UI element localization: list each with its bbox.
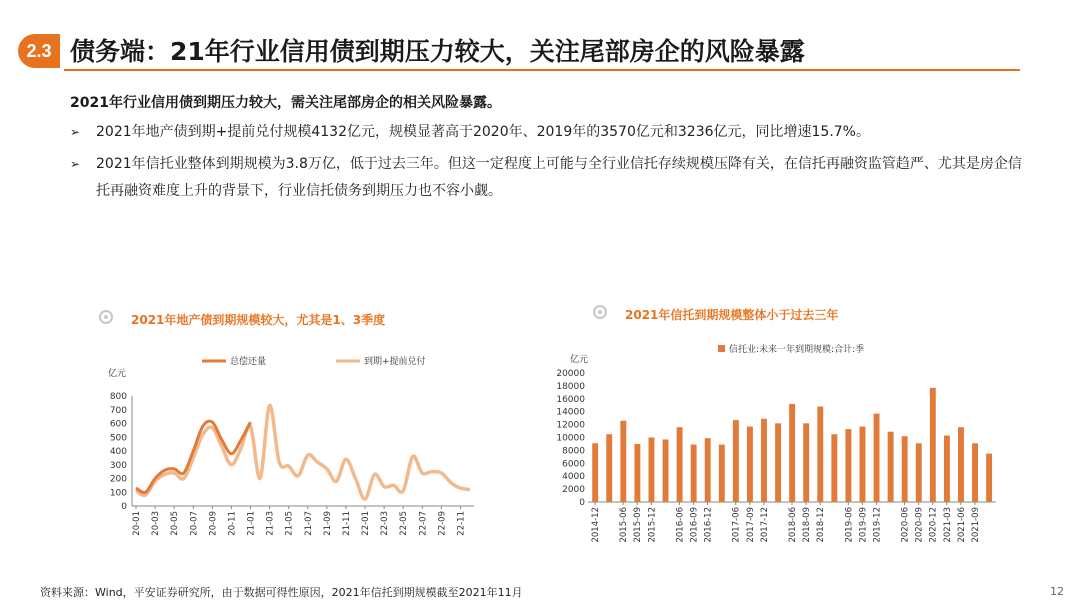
x-tick-label: 2018-09 [802,507,813,543]
bar [663,439,669,502]
y-tick-label: 300 [109,460,127,471]
bullet-text: 2021年地产债到期+提前兑付规模4132亿元，规模显著高于2020年、2019年的3570亿元和3236亿元，同比增速15.7%。 [96,124,870,140]
target-icon [99,310,113,324]
y-tick-label: 12000 [556,420,585,431]
x-tick-label: 22-05 [399,511,410,536]
x-tick-label: 2017-09 [745,507,756,543]
x-tick-label: 22-03 [380,511,391,536]
x-tick-label: 20-07 [189,511,200,536]
x-tick-label: 2016-06 [675,507,686,543]
summary-headline: 2021年行业信用债到期压力较大，需关注尾部房企的相关风险暴露。 [70,95,501,111]
bullet-text: 2021年信托业整体到期规模为3.8万亿，低于过去三年。但这一定程度上可能与全行业信托存续规模压降有关，在信托再融资监管趋严、尤其是房企信托再融资难度上升的背景下，行业信托债务到期压力也不容小觑。 [96,156,1022,199]
bar [592,443,598,502]
bar [845,429,851,502]
bar [958,427,964,502]
source-note: 资料来源：Wind，平安证券研究所，由于数据可得性原因，2021年信托到期规模截至2021年11月 [40,586,523,599]
y-tick-label: 500 [109,433,127,444]
bar [691,445,697,502]
x-tick-label: 20-05 [170,511,181,536]
y-tick-label: 2000 [562,485,585,496]
bar [803,423,809,502]
line-chart-title: 2021年地产债到期规模较大，尤其是1、3季度 [131,313,386,327]
x-tick-label: 21-11 [341,511,352,536]
bar [902,436,908,502]
bar [930,388,936,502]
y-tick-label: 100 [109,488,127,499]
x-tick-label: 2021-03 [942,507,953,543]
x-tick-label: 2021-06 [956,507,967,543]
x-tick-label: 2020-12 [928,507,939,543]
bullet-item [70,151,1028,205]
y-axis-unit: 亿元 [570,355,589,365]
y-tick-label: 18000 [556,381,585,392]
x-tick-label: 22-11 [456,511,467,536]
y-tick-label: 14000 [556,407,585,418]
y-tick-label: 10000 [556,433,585,444]
x-tick-label: 2016-09 [689,507,700,543]
x-tick-label: 20-11 [227,511,238,536]
x-tick-label: 2015-12 [647,507,658,543]
y-axis-unit: 亿元 [108,369,127,379]
bar [733,420,739,502]
bar [677,427,683,502]
x-tick-label: 2018-06 [788,507,798,543]
bullet-arrow-icon: ➢ [70,125,81,139]
x-tick-label: 2017-06 [731,507,742,543]
bar [831,434,837,502]
x-tick-label: 2019-06 [844,507,855,543]
bar [874,414,880,502]
bar-chart [556,335,1010,560]
y-tick-label: 4000 [562,472,585,483]
y-tick-label: 0 [121,502,127,512]
bar [705,438,711,502]
legend-label: 到期+提前兑付 [364,357,426,367]
x-tick-label: 21-09 [322,511,333,536]
x-tick-label: 2019-09 [858,507,869,543]
y-tick-label: 6000 [562,459,585,470]
y-tick-label: 600 [109,419,127,430]
bar [986,454,992,502]
x-tick-label: 2020-06 [900,507,911,543]
bar [944,436,950,502]
page-title: 债务端：21年行业信用债到期压力较大，关注尾部房企的风险暴露 [70,37,805,66]
title-divider [64,69,1020,71]
x-tick-label: 2015-06 [619,507,630,543]
bar [888,432,894,502]
y-tick-label: 16000 [556,394,585,405]
bar [606,434,612,502]
bar-chart-title: 2021年信托到期规模整体小于过去三年 [625,308,839,322]
line-chart [90,340,500,565]
bar [775,423,781,502]
y-tick-label: 0 [579,498,585,508]
bar [860,427,866,502]
y-tick-label: 8000 [562,446,585,457]
legend-swatch [718,345,725,352]
target-icon [593,305,607,319]
y-tick-label: 800 [109,392,127,402]
x-tick-label: 2014-12 [591,507,602,543]
legend-label: 总偿还量 [230,357,267,367]
x-tick-label: 22-09 [437,511,448,536]
bar [719,445,725,502]
x-tick-label: 21-01 [246,511,257,536]
series-line [136,406,470,500]
bar [916,443,922,502]
bar [620,421,626,502]
x-tick-label: 2016-12 [703,507,714,543]
x-tick-label: 2021-09 [970,507,981,543]
y-tick-label: 700 [109,405,127,416]
page-number: 12 [1050,585,1064,598]
x-tick-label: 2018-12 [816,507,827,543]
bar [761,419,767,502]
bullet-item [70,119,1028,146]
bar [648,438,654,503]
x-tick-label: 20-03 [151,511,162,536]
section-badge: 2.3 [18,34,60,68]
x-tick-label: 21-03 [265,511,276,536]
x-tick-label: 21-05 [284,511,295,536]
bar [634,444,640,502]
bar [972,443,978,502]
x-tick-label: 2015-09 [633,507,644,543]
x-tick-label: 2020-09 [914,507,925,543]
bar [817,407,823,502]
bar [747,427,753,502]
legend-label: 信托业:未来一年到期规模:合计:季 [729,345,865,355]
bar [789,404,795,502]
x-tick-label: 2019-12 [872,507,883,543]
y-tick-label: 20000 [556,369,585,379]
x-tick-label: 20-09 [208,511,219,536]
bullet-arrow-icon: ➢ [70,157,81,171]
y-tick-label: 200 [109,474,127,485]
x-tick-label: 21-07 [303,511,314,536]
x-tick-label: 2017-12 [759,507,770,543]
x-tick-label: 20-01 [132,511,142,536]
x-tick-label: 22-01 [361,511,372,536]
y-tick-label: 400 [109,447,127,457]
x-tick-label: 22-07 [418,511,429,536]
